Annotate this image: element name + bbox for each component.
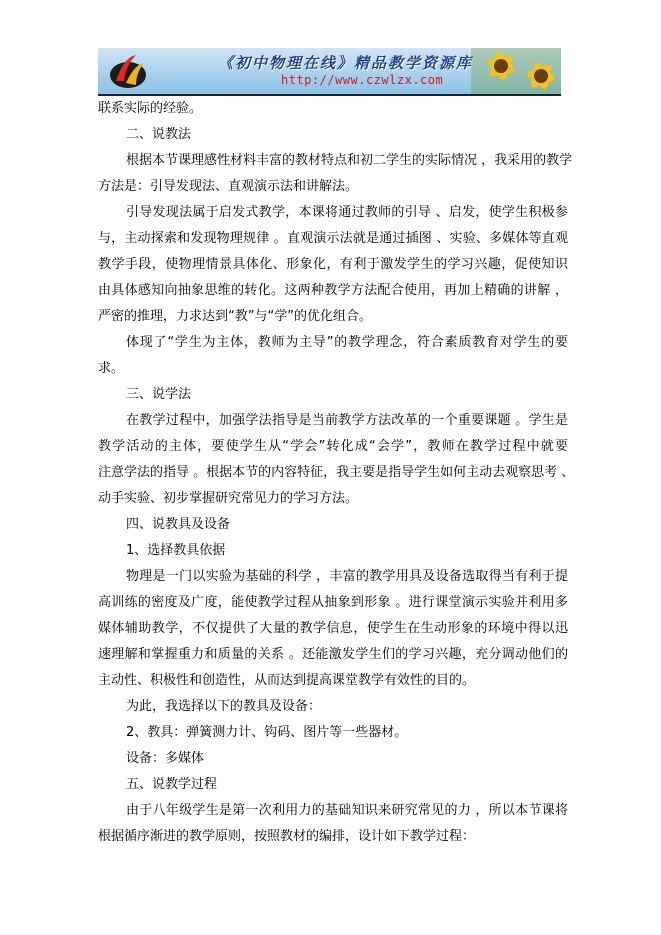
text-line: 体现了“学生为主体，教师为主导”的教学理念，符合素质教育对学生的要 (126, 335, 568, 350)
text-line: 主动性、积极性和创造性，从而达到提高课堂教学有效性的目的。 (98, 673, 476, 688)
document-body (98, 96, 575, 850)
banner-title: 《初中物理在线》精品教学资源库 (218, 54, 474, 72)
text-line: 由于八年级学生是第一次利用力的基础知识来研究常见的力 ，所以本节课将 (126, 803, 568, 818)
text-line: 根据循序渐进的教学原则，按照教材的编排，设计如下教学过程： (98, 829, 476, 844)
text-line: 求。 (98, 361, 125, 376)
text-line: 速理解和掌握重力和质量的关系 。还能激发学生们的学习兴趣，充分调动他们的 (98, 647, 568, 662)
text-line: 为此，我选择以下的教具及设备： (126, 699, 322, 714)
section-heading: 五、说教学过程 (126, 777, 218, 792)
text-line: 物理是一门以实验为基础的科学 ，丰富的教学用具及设备选取得当有利于提 (126, 569, 568, 584)
text-line: 设备：多媒体 (126, 751, 205, 766)
section-heading: 三、说学法 (126, 387, 192, 402)
text-line: 2、教具：弹簧测力计、钩码、图片等一些器材。 (126, 725, 408, 740)
header-banner (98, 48, 561, 96)
text-line: 引导发现法属于启发式教学，本课将通过教师的引导 、启发，使学生积极参 (126, 205, 568, 220)
subsection-heading: 1、选择教具依据 (126, 543, 226, 558)
text-line: 注意学法的指导 。根据本节的内容特征，我主要是指导学生如何主动去观察思考 、 (98, 465, 575, 480)
text-line: 根据本节课理感性材料丰富的教材特点和初二学生的实际情况 ，我采用的教学 (126, 153, 573, 168)
section-heading: 四、说教具及设备 (126, 517, 231, 532)
text-line: 方法是：引导发现法、直观演示法和讲解法。 (98, 179, 359, 194)
text-line: 在教学过程中，加强学法指导是当前教学方法改革的一个重要课题 。学生是 (126, 413, 568, 428)
text-line: 由具体感知向抽象思维的转化。这两种教学方法配合使用，再加上精确的讲解 ， (98, 283, 568, 298)
text-line: 媒体辅助教学，不仅提供了大量的教学信息，使学生在生动形象的环境中得以迅 (98, 621, 568, 636)
section-heading: 二、说教法 (126, 127, 192, 142)
text-line: 教学活动的主体，要使学生从“学会”转化成“会学”，教师在教学过程中就要 (98, 439, 568, 454)
site-logo-icon (106, 51, 150, 91)
text-line: 动手实验、初步掌握研究常见力的学习方法。 (98, 491, 359, 506)
text-line: 严密的推理，力求达到“教”与“学”的优化组合。 (98, 309, 372, 324)
text-line: 教学手段，使物理情景具体化、形象化，有利于激发学生的学习兴趣，促使知识 (98, 257, 568, 272)
banner-url: http://www.czwlzx.com (281, 73, 444, 87)
text-line: 高训练的密度及广度，能使教学过程从抽象到形象 。进行课堂演示实验并利用多 (98, 595, 568, 610)
sunflower-icon (471, 48, 561, 94)
text-line: 联系实际的经验。 (98, 101, 203, 116)
text-line: 与，主动探索和发现物理规律 。直观演示法就是通过插图 、实验、多媒体等直观 (98, 231, 568, 246)
